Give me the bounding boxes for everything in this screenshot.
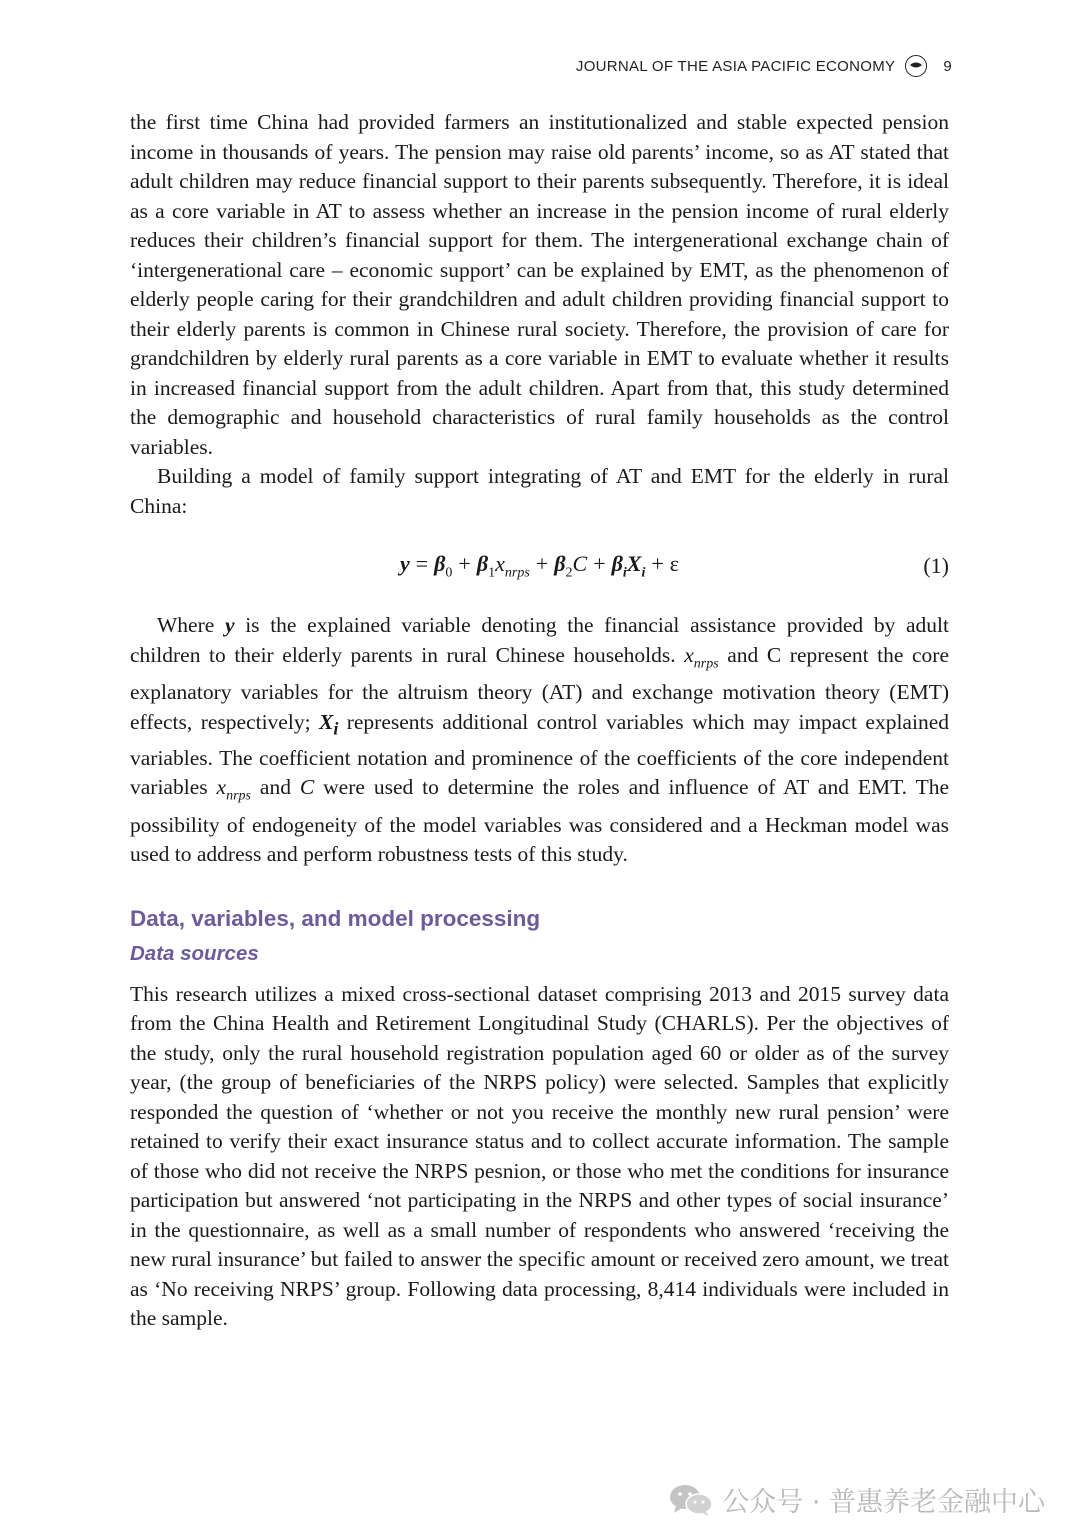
paragraph-3: Where y is the explained variable denoting the financial assistance provided by adult children to their elderly parents in rural Chinese households. $x_{nrps}$ and C represent the core explanatory variables for the altruism theory (AT) and exchange motivation theory (EMT) effects, respectively; $X_i$ represents additional control variables which may impact explained variables. The coefficient notation and prominence of the coefficients of the core independent variables $x_{nrps}$ and C were used to determine the roles and influence of AT and EMT. The possibility of endogeneity of the model variables was considered and a Heckman model was used to address and perform robustness tests of this study. <box>130 613 949 867</box>
section-heading: Data, variables, and model processing <box>130 905 541 931</box>
article-body <box>130 108 949 1334</box>
watermark <box>668 1480 1045 1519</box>
equation-body: $y = \beta_0 + \beta_1x_{nrps} + \beta_2C + \beta_iX_i + \varepsilon$ <box>399 550 680 581</box>
watermark-text: 公众号 · 普惠养老金融中心 <box>722 1487 1045 1518</box>
equation-1 <box>130 538 949 594</box>
journal-title: JOURNAL OF THE ASIA PACIFIC ECONOMY <box>575 57 896 75</box>
journal-logo-icon <box>905 55 927 77</box>
page-number: 9 <box>943 57 952 75</box>
paragraph-2: Building a model of family support integrating of AT and EMT for the elderly in rural China: <box>130 464 949 518</box>
wechat-icon <box>668 1483 714 1517</box>
subsection-heading: Data sources <box>130 941 259 965</box>
paragraph-4: This research utilizes a mixed cross-sectional dataset comprising 2013 and 2015 survey data from the China Health and Retirement Longitudinal Study (CHARLS). Per the objectives of the study, only the rural household registration population aged 60 or older as of the survey year, (the group of beneficiaries of the NRPS policy) were selected. Samples that explicitly responded the question of ‘whether or not you receive the monthly new rural pension’ were retained to verify their exact insurance status and to collect accurate information. The sample of those who did not receive the NRPS pesnion, or those who met the conditions for insurance participation but answered ‘not participating in the NRPS and other types of social insurance’ in the questionnaire, as well as a small number of respondents who answered ‘receiving the new rural insurance’ but failed to answer the specific amount or received zero amount, we treat as ‘No receiving NRPS’ group. Following data processing, 8,414 individuals were included in the sample. <box>130 981 949 1331</box>
running-header <box>576 55 952 77</box>
equation-number: (1) <box>923 553 949 578</box>
paragraph-1: the first time China had provided farmers an institutionalized and stable expected pension income in thousands of years. The pension may raise old parents’ income, so as AT stated that adult children may reduce financial support to their parents subsequently. Therefore, it is ideal as a core variable in AT to assess whether an increase in the pension income of rural elderly reduces their children’s financial support for them. The intergenerational exchange chain of ‘intergenerational care – economic support’ can be explained by EMT, as the phenomenon of elderly people caring for their grandchildren and adult children providing financial support to their elderly parents is common in Chinese rural society. Therefore, the provision of care for grandchildren by elderly rural parents as a core variable in EMT to evaluate whether it results in increased financial support from the adult children. Apart from that, this study determined the demographic and household characteristics of rural family households as the control variables. <box>130 110 949 459</box>
